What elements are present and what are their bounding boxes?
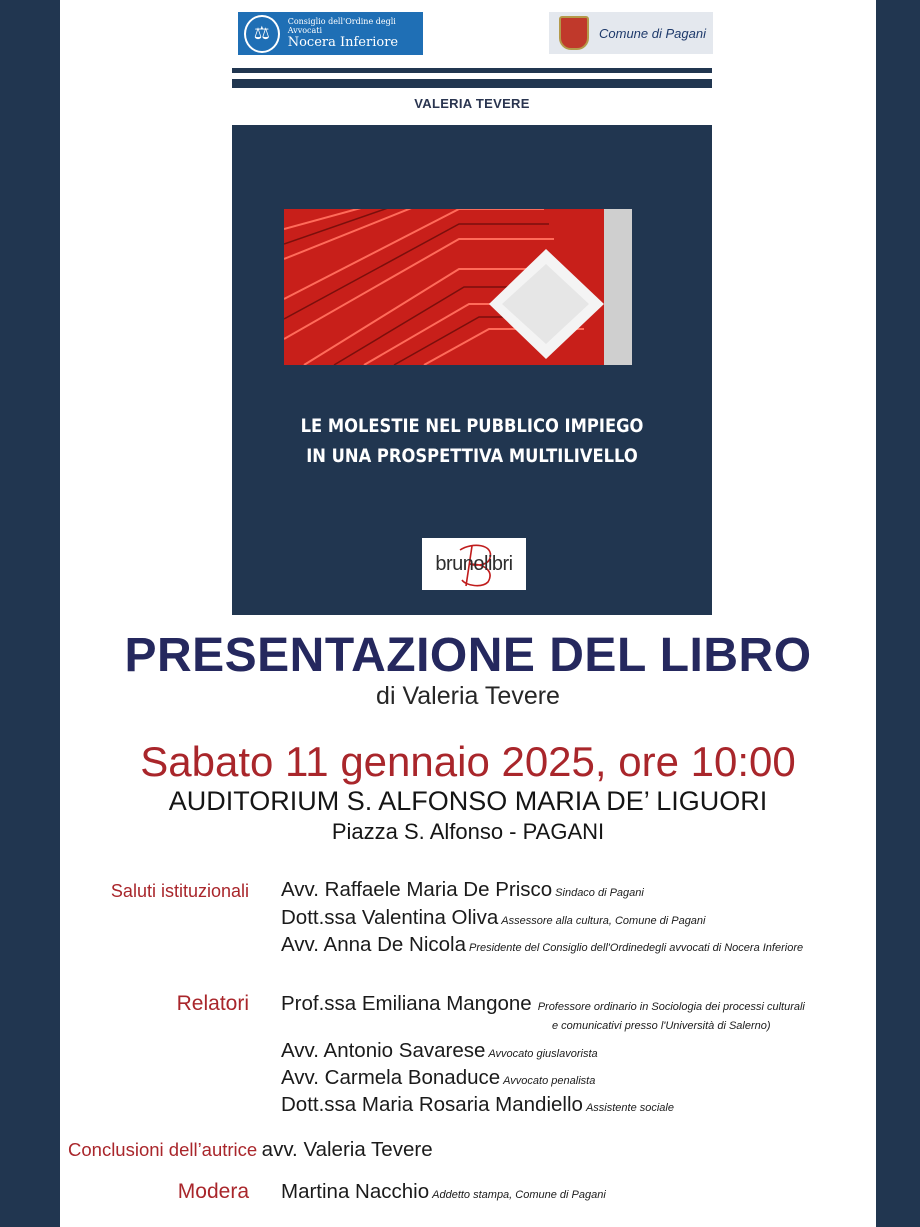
publisher-logo <box>422 538 526 590</box>
divider <box>232 79 712 88</box>
divider <box>232 68 712 73</box>
publisher-name: brunolibri <box>435 552 513 575</box>
cover-title-line2: IN UNA PROSPETTIVA MULTILIVELLO <box>306 445 638 467</box>
cover-author: VALERIA TEVERE <box>414 96 530 111</box>
book-cover <box>232 125 712 615</box>
speaker-row <box>281 1180 606 1204</box>
comune-logo-text: Comune di Pagani <box>599 25 706 41</box>
speaker-name: Avv. Carmela Bonaduce <box>281 1066 501 1089</box>
speaker-name: Avv. Raffaele Maria De Prisco <box>281 878 553 901</box>
speaker-role: Assessore alla cultura, Comune di Pagani <box>501 915 706 927</box>
event-venue: AUDITORIUM S. ALFONSO MARIA DE’ LIGUORI <box>168 786 768 816</box>
speaker-name: Avv. Anna De Nicola <box>281 933 466 956</box>
event-title: PRESENTAZIONE DEL LIBRO <box>124 629 812 682</box>
speaker-row <box>281 1093 674 1117</box>
scales-of-justice-icon: ⚖ <box>244 15 280 53</box>
comune-pagani-logo <box>549 12 713 54</box>
speaker-row <box>281 878 644 902</box>
divider <box>232 609 712 615</box>
speaker-name: Dott.ssa Maria Rosaria Mandiello <box>281 1093 583 1116</box>
speaker-name: Prof.ssa Emiliana Mangone <box>281 992 532 1015</box>
speaker-name: Dott.ssa Valentina Oliva <box>281 906 499 929</box>
speaker-name: Avv. Antonio Savarese <box>281 1039 486 1062</box>
speaker-role: Addetto stampa, Comune di Pagani <box>432 1189 606 1201</box>
cover-title <box>232 411 712 471</box>
ordine-logo-line2: Nocera Inferiore <box>287 35 399 50</box>
speaker-row <box>281 1039 598 1063</box>
speaker-role: Avvocato penalista <box>503 1075 596 1087</box>
conclusioni-label: Conclusioni dell’autrice <box>68 1139 258 1160</box>
speaker-role: Sindaco di Pagani <box>555 887 644 899</box>
speaker-row <box>281 1066 595 1090</box>
ordine-avvocati-logo <box>238 12 423 55</box>
speaker-row <box>281 992 805 1016</box>
conclusioni-name: avv. Valeria Tevere <box>261 1138 433 1161</box>
speaker-role: Presidente del Consiglio dell'Ordinedegli avvocati di Nocera Inferiore <box>468 942 804 954</box>
conclusioni-row <box>68 1138 433 1162</box>
modera-label: Modera <box>177 1180 249 1203</box>
speaker-role-continued: e comunicativi presso l'Università di Salerno) <box>552 1020 771 1032</box>
coat-of-arms-icon <box>559 16 589 50</box>
saluti-label: Saluti istituzionali <box>110 881 249 901</box>
speaker-row <box>281 933 803 957</box>
speaker-role: Assistente sociale <box>585 1102 674 1114</box>
relatori-label: Relatori <box>176 992 249 1015</box>
ordine-logo-line1: Consiglio dell'Ordine degli Avvocati <box>287 17 396 35</box>
speaker-role: Professore ordinario in Sociologia dei processi culturali <box>537 1001 805 1013</box>
speaker-name: Martina Nacchio <box>281 1180 430 1203</box>
cover-artwork <box>284 209 632 365</box>
event-date-time: Sabato 11 gennaio 2025, ore 10:00 <box>140 738 796 785</box>
event-author: di Valeria Tevere <box>376 682 560 710</box>
cover-title-line1: LE MOLESTIE NEL PUBBLICO IMPIEGO <box>300 415 644 437</box>
event-address: Piazza S. Alfonso - PAGANI <box>331 819 605 844</box>
poster <box>60 0 876 1227</box>
speaker-role: Avvocato giuslavorista <box>488 1048 598 1060</box>
speaker-row <box>281 906 706 930</box>
